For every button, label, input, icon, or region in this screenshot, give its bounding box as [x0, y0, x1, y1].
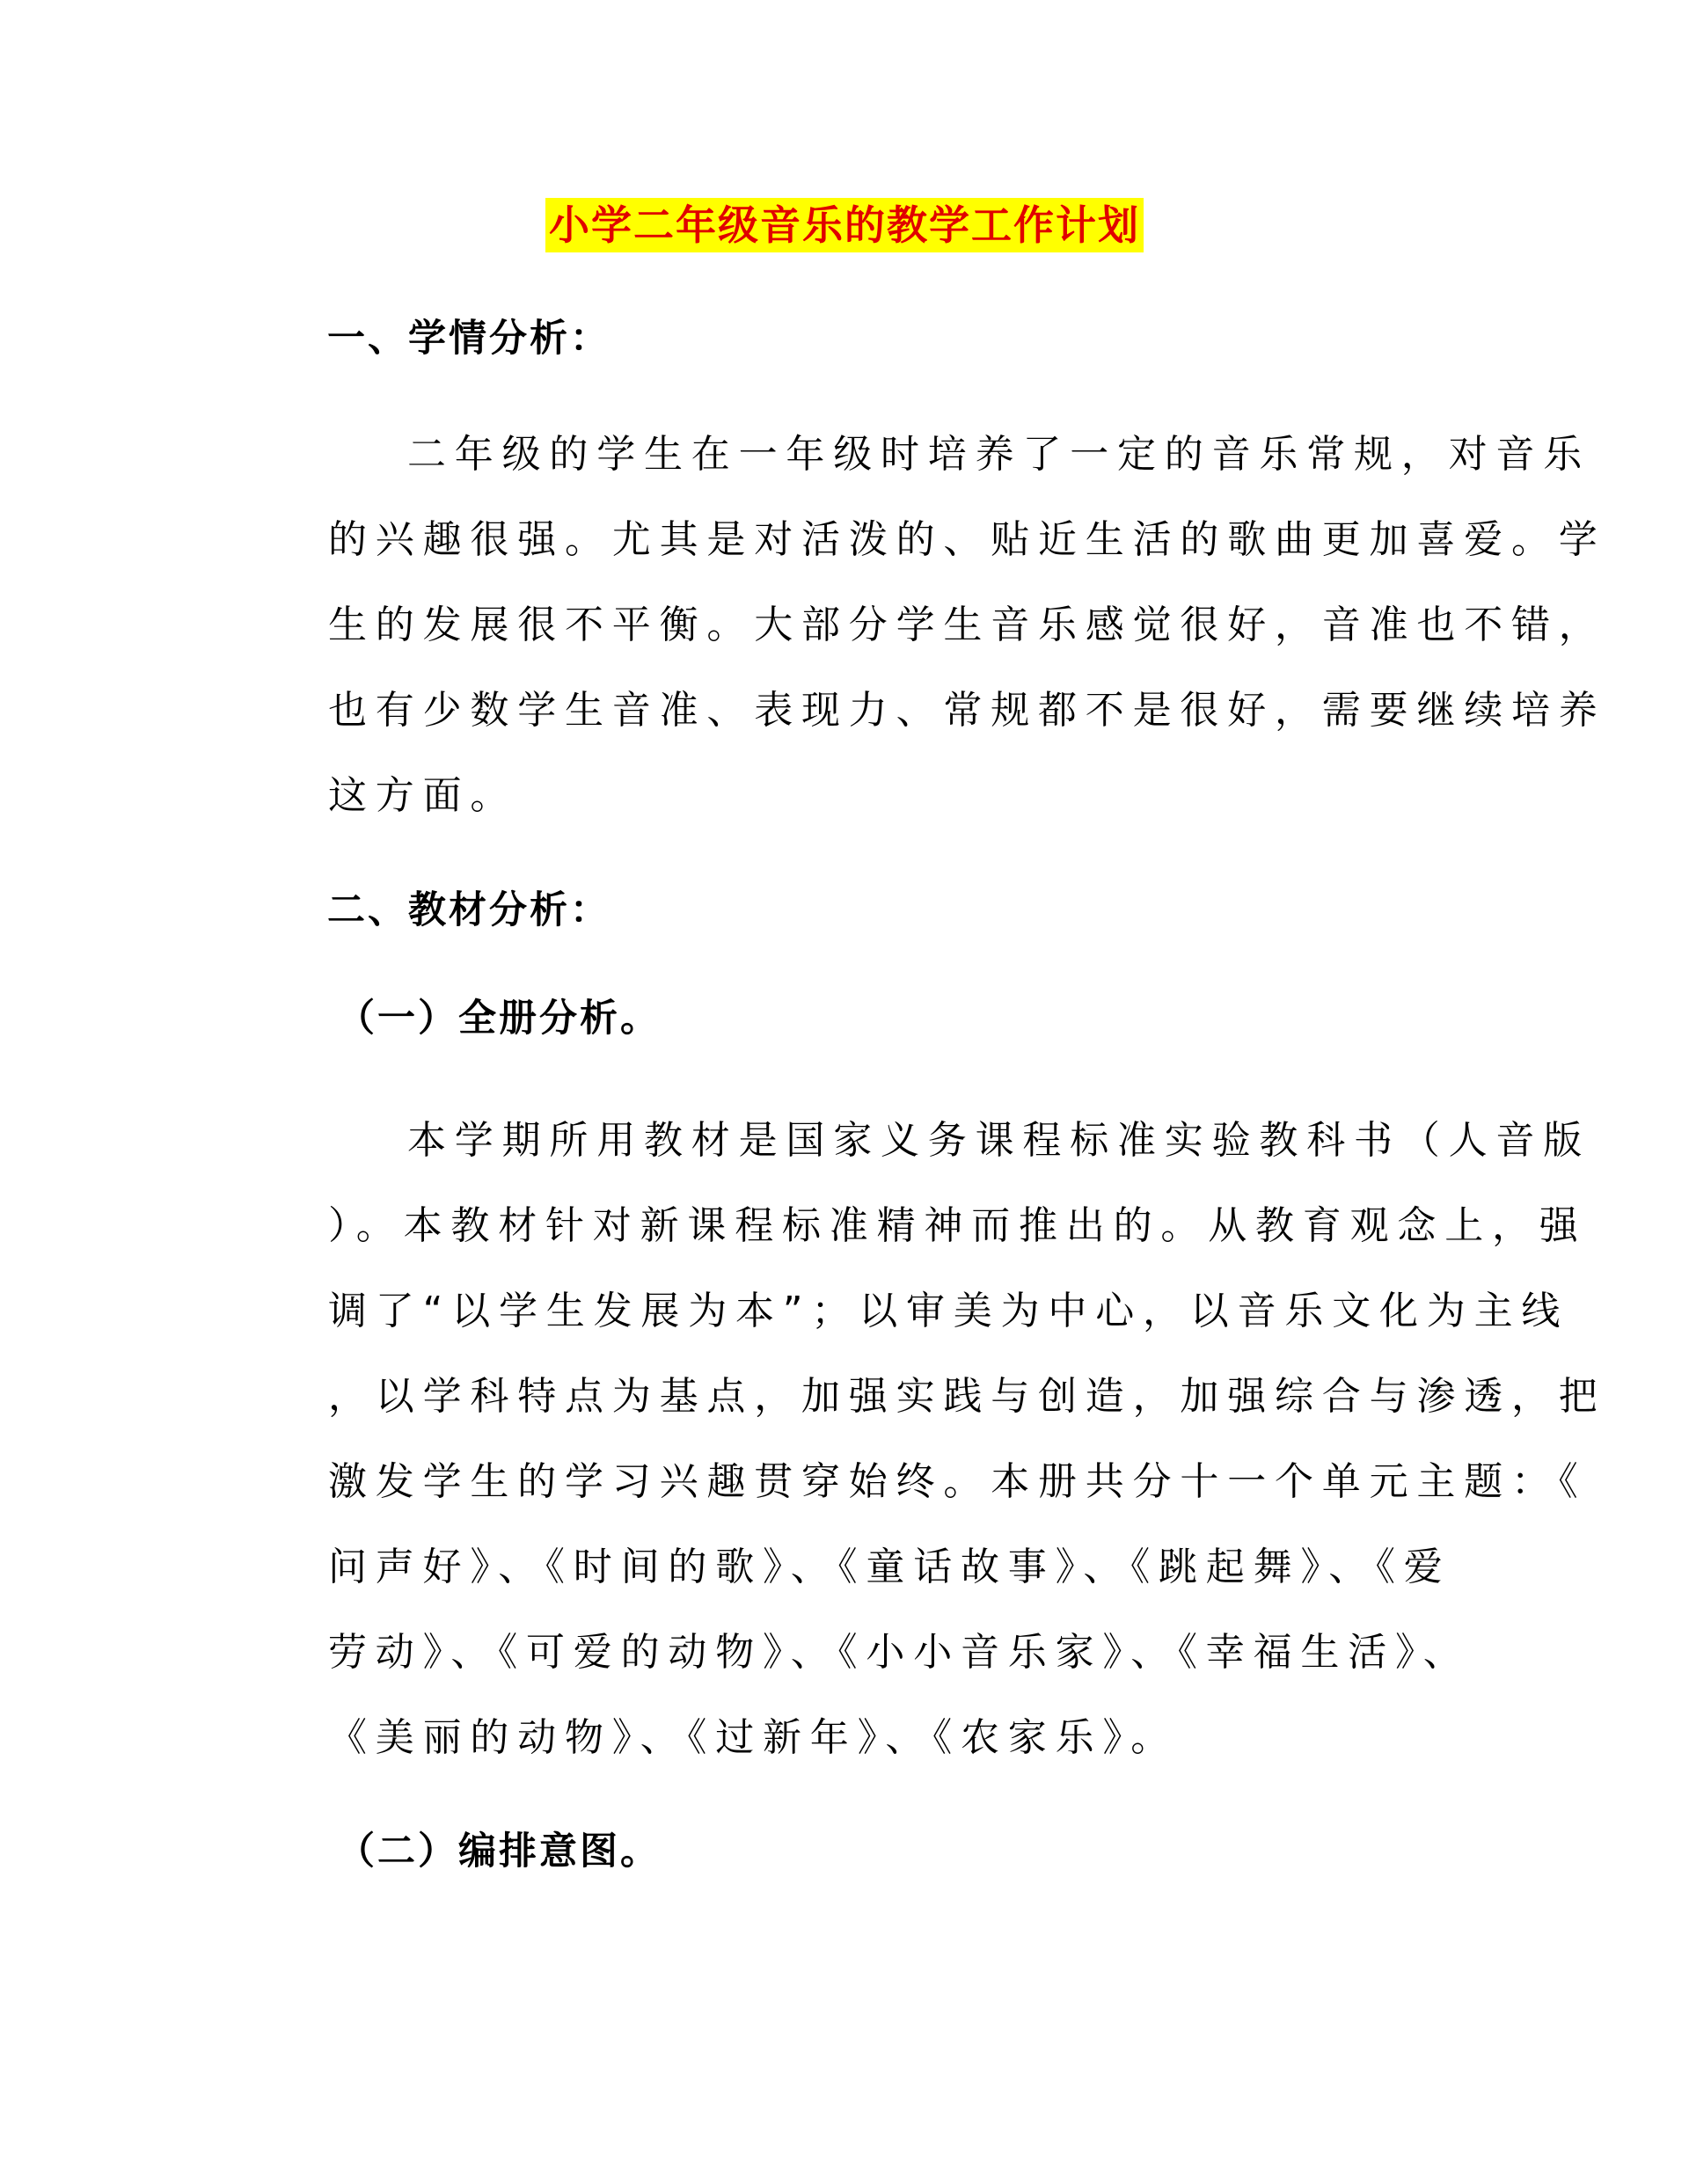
subsection-heading-1: （一）全册分析。 — [337, 997, 661, 1041]
document-title: 小学二年级音乐的教学工作计划 — [545, 198, 1144, 252]
paragraph-line: ，以学科特点为基点，加强实践与创造，加强综合与渗透，把 — [328, 1374, 1606, 1419]
paragraph-line: 调了“以学生发展为本”；以审美为中心，以音乐文化为主线 — [328, 1289, 1569, 1333]
paragraph-line: ）。本教材针对新课程标准精神而推出的。从教育观念上，强 — [328, 1203, 1587, 1248]
paragraph-line: 问声好》、《时间的歌》、《童话故事》、《跳起舞》、《爱 — [328, 1545, 1451, 1589]
paragraph-line: 的兴趣很强。尤其是对活泼的、贴近生活的歌曲更加喜爱。学 — [328, 517, 1606, 562]
section-heading-2: 二、教材分析： — [327, 888, 611, 932]
paragraph-line: 这方面。 — [328, 773, 518, 818]
paragraph-line: 激发学生的学习兴趣贯穿始终。本册共分十一个单元主题：《 — [328, 1459, 1587, 1504]
section-heading-1: 一、学情分析： — [327, 317, 611, 361]
paragraph-line: 二年级的学生在一年级时培养了一定的音乐常规，对音乐 — [407, 432, 1590, 477]
paragraph-learning-analysis — [249, 412, 1606, 838]
paragraph-line: 《美丽的动物》、《过新年》、《农家乐》。 — [328, 1715, 1178, 1760]
paragraph-textbook-analysis — [249, 1098, 1606, 1780]
paragraph-line: 也有少数学生音准、表现力、常规都不是很好，需要继续培养 — [328, 688, 1606, 733]
paragraph-line: 本学期所用教材是国家义务课程标准实验教科书（人音版 — [407, 1118, 1590, 1163]
subsection-heading-2: （二）编排意图。 — [337, 1830, 661, 1874]
paragraph-line: 生的发展很不平衡。大部分学生音乐感觉很好，音准也不错， — [328, 603, 1606, 647]
paragraph-line: 劳动》、《可爱的动物》、《小小音乐家》、《幸福生活》、 — [328, 1630, 1471, 1675]
title-container — [0, 198, 1689, 252]
